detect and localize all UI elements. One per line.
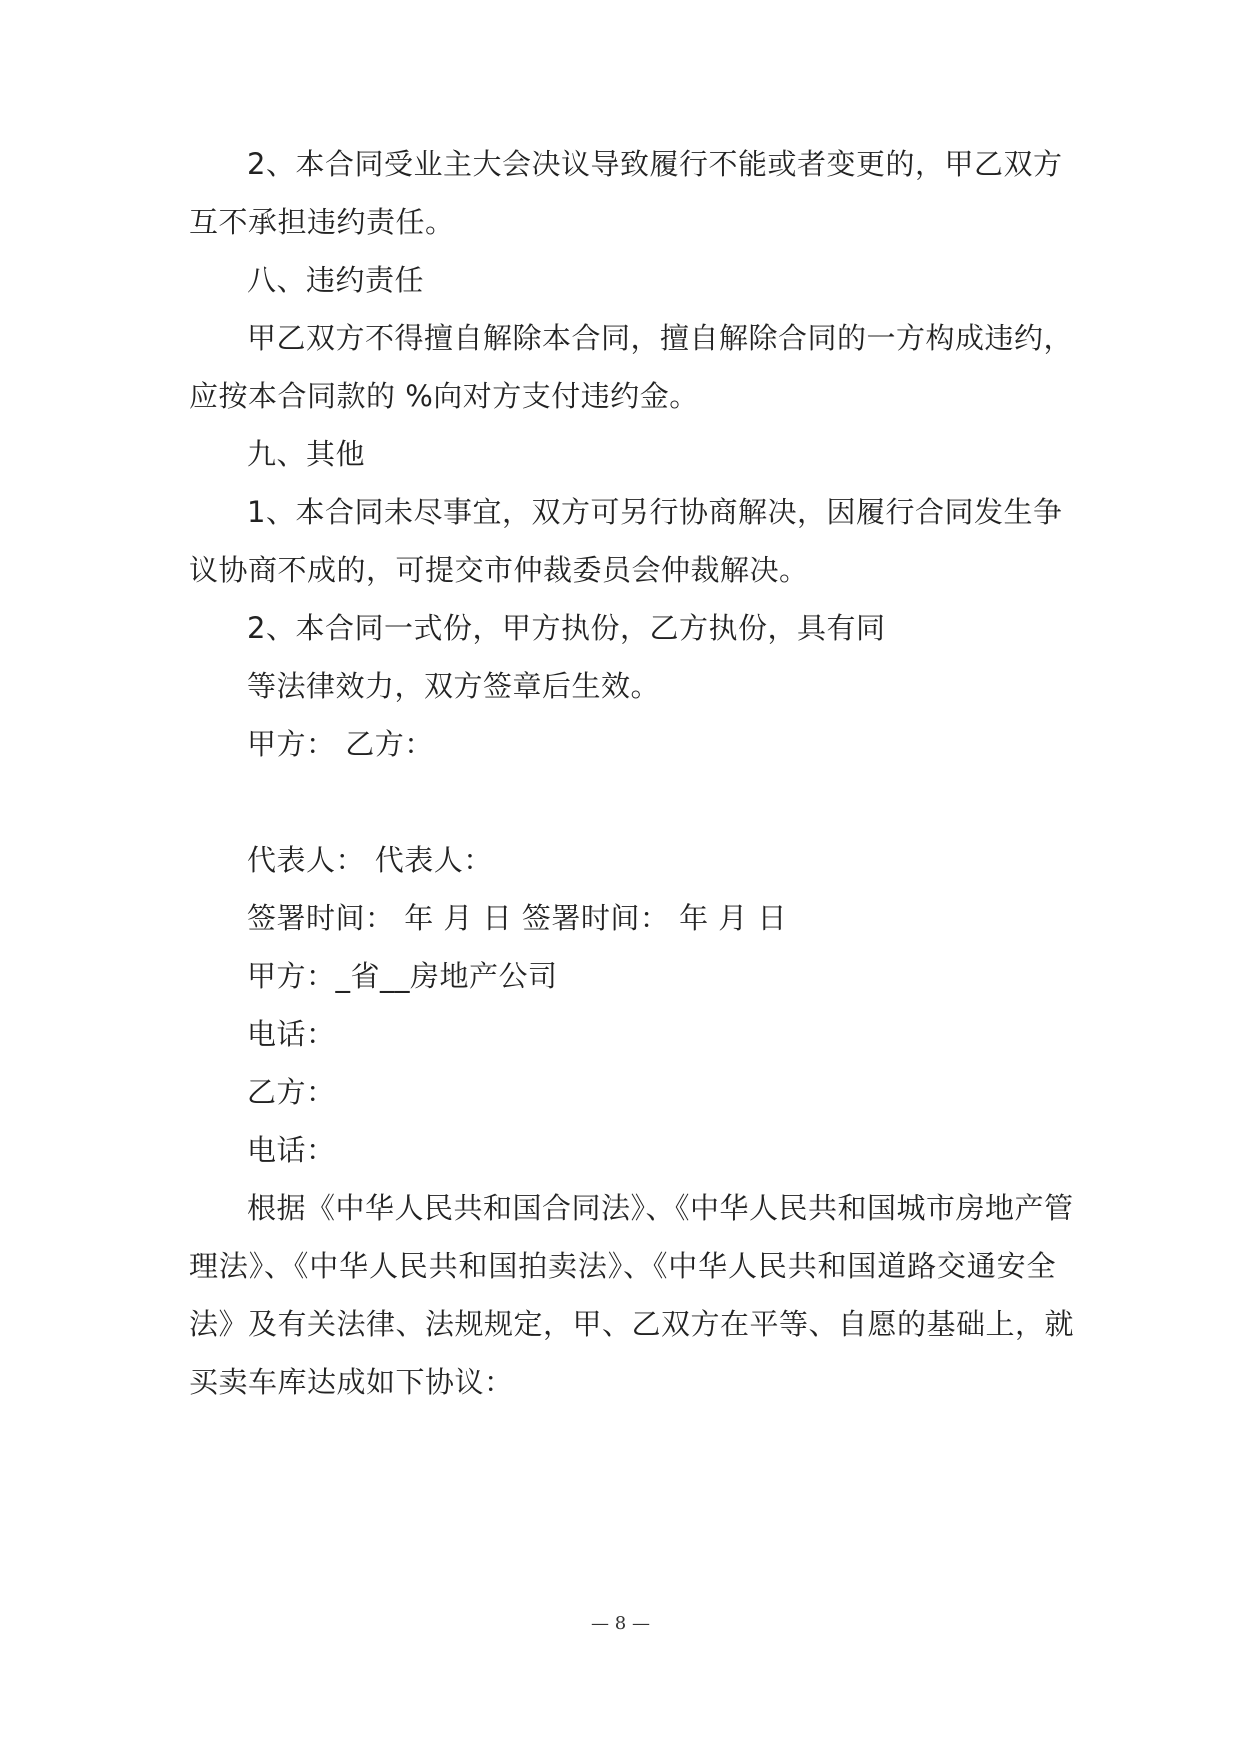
party-b-line: 乙方： [247, 1075, 336, 1109]
section-8-line-1: 甲乙双方不得擅自解除本合同，擅自解除合同的一方构成违约， [247, 321, 1074, 355]
representative-line: 代表人： 代表人： [247, 843, 493, 877]
clause-7-2-line-2: 互不承担违约责任。 [189, 205, 455, 239]
clause-9-2-line-2: 等法律效力，双方签章后生效。 [247, 669, 661, 703]
clause-7-2-line-1: 2、本合同受业主大会决议导致履行不能或者变更的，甲乙双方 [247, 147, 1063, 181]
preamble-line-1: 根据《中华人民共和国合同法》、《中华人民共和国城市房地产管 [247, 1191, 1074, 1225]
preamble-line-2: 理法》、《中华人民共和国拍卖法》、《中华人民共和国道路交通安全 [189, 1249, 1056, 1283]
signing-date-line: 签署时间： 年 月 日 签署时间： 年 月 日 [247, 901, 788, 935]
page-number: — 8 — [591, 1613, 650, 1634]
clause-9-1-line-1: 1、本合同未尽事宜，双方可另行协商解决，因履行合同发生争 [247, 495, 1063, 529]
section-heading-9: 九、其他 [247, 437, 366, 471]
party-b-phone-line: 电话： [247, 1133, 336, 1167]
preamble-line-3: 法》及有关法律、法规规定，甲、乙双方在平等、自愿的基础上，就 [189, 1307, 1075, 1341]
section-heading-8: 八、违约责任 [247, 263, 425, 297]
clause-9-1-line-2: 议协商不成的，可提交市仲裁委员会仲裁解决。 [189, 553, 809, 587]
party-a-line: 甲方：_省__房地产公司 [247, 959, 558, 993]
preamble-line-4: 买卖车库达成如下协议： [189, 1365, 514, 1399]
party-a-phone-line: 电话： [247, 1017, 336, 1051]
party-signature-line: 甲方： 乙方： [247, 727, 434, 761]
clause-9-2-line-1: 2、本合同一式份，甲方执份，乙方执份，具有同 [247, 611, 886, 645]
section-8-line-2: 应按本合同款的 %向对方支付违约金。 [189, 379, 699, 413]
